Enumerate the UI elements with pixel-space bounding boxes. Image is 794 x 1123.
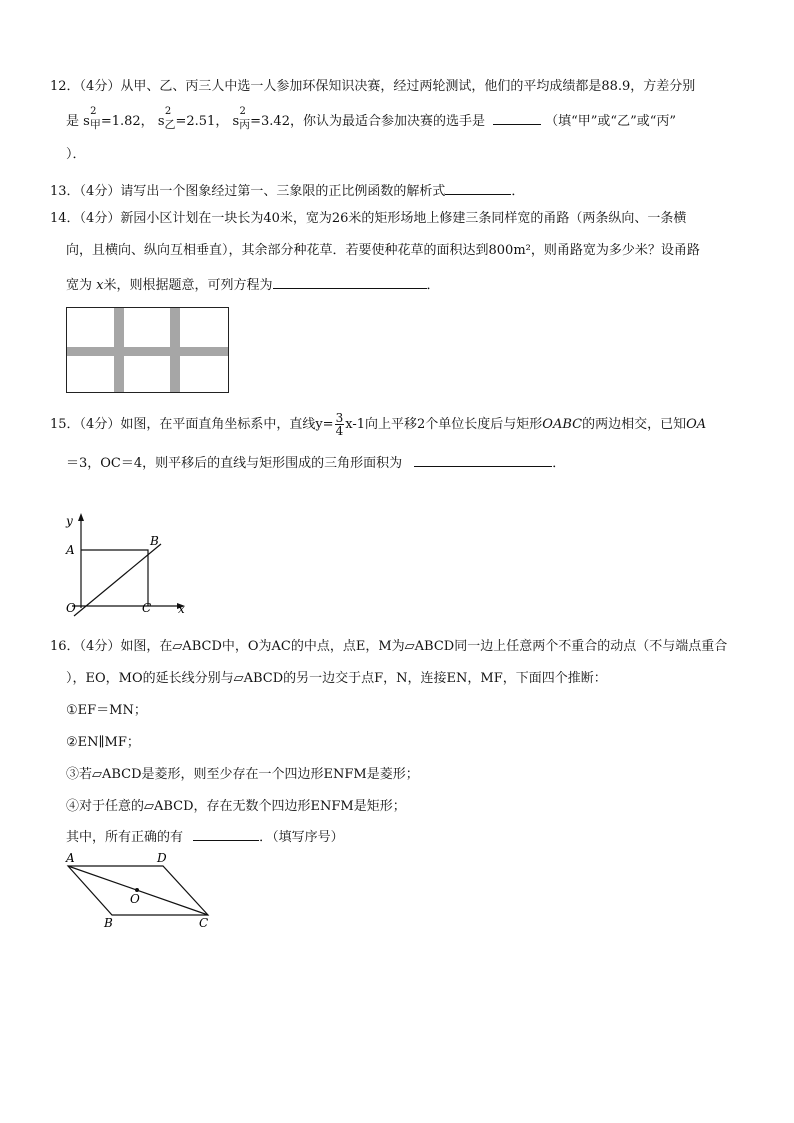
answer-blank-q15[interactable] [414, 452, 552, 467]
label-A: A [66, 543, 75, 557]
label-x: x [178, 602, 185, 616]
label-A: A [66, 851, 75, 865]
fraction-3-4: $\frac{3}{4}$ [335, 411, 344, 438]
label-B: B [104, 916, 113, 930]
q12-line1: 12．（4分）从甲、乙、丙三人中选一人参加环保知识决赛，经过两轮测试，他们的平均成绩都是88.9，方差分别 [50, 79, 696, 94]
q16-line1: 16．（4分）如图，在▱ABCD中，O为AC的中点，点E，M为▱ABCD同一边上任意两个不重合的动点（不与端点重合 [50, 639, 728, 654]
q16-option2: ②EN∥MF； [66, 735, 140, 750]
q14-line2: 向，且横向、纵向互相垂直），其余部分种花草．若要使种花草的面积达到800m²，则甬路宽为多少米？设甬路 [66, 243, 700, 258]
variance-bing: s 2 $_丙$ [232, 106, 251, 131]
q16-line2: ），EO，MO的延长线分别与▱ABCD的另一边交于点F，N，连接EN，MF，下面四个推断： [66, 671, 607, 686]
q15-line2: ＝3，OC＝4，则平移后的直线与矩形围成的三角形面积为 ． [66, 452, 565, 473]
label-y: y [66, 514, 73, 528]
q16-option3: ③若▱ABCD是菱形，则至少存在一个四边形ENFM是菱形； [66, 767, 419, 782]
label-D: D [157, 851, 167, 865]
q15-line1: 15．（4分）如图，在平面直角坐标系中，直线y= $\frac{3}{4}$ x-1向上平移2个单位长度后与矩形OABC的两边相交，已知OA [50, 411, 707, 438]
answer-blank-q16[interactable] [193, 826, 259, 841]
q16-option4: ④对于任意的▱ABCD，存在无数个四边形ENFM是矩形； [66, 799, 406, 814]
answer-blank-q12[interactable] [493, 110, 541, 125]
answer-blank-q14[interactable] [273, 274, 427, 289]
horizontal-road [67, 347, 228, 356]
y-axis-arrow [78, 513, 84, 521]
q14-line3: 宽为 x米，则根据题意，可列方程为 ． [66, 274, 440, 295]
q13-line: 13．（4分）请写出一个图象经过第一、三象限的正比例函数的解析式 ． [50, 180, 524, 201]
answer-blank-q13[interactable] [445, 180, 511, 195]
coordinate-figure [60, 508, 195, 618]
q12-line3: ）． [66, 147, 86, 162]
label-O: O [66, 601, 76, 615]
label-B: B [150, 534, 159, 548]
q12-line2: 是 s 2 $_甲$=1.82， s 2 $_乙$=2.51， s 2 $_丙$=3.42，你认为最适合参加决赛的选手是 （填“甲”或“乙”或“丙” [66, 106, 677, 131]
q16-ask: 其中，所有正确的有 ．（填写序号） [66, 826, 344, 847]
label-C: C [142, 601, 152, 615]
q14-line1: 14．（4分）新园小区计划在一块长为40米，宽为26米的矩形场地上修建三条同样宽的甬路（两条纵向、一条横 [50, 211, 687, 226]
variance-yi: s 2 $_乙$ [157, 106, 176, 131]
variance-jia: s 2 $_甲$ [83, 106, 101, 131]
label-O: O [130, 892, 140, 906]
label-C: C [199, 916, 209, 930]
parallelogram-figure [60, 848, 220, 934]
q16-option1: ①EF＝MN； [66, 703, 147, 718]
rectangle-oabc [81, 550, 148, 606]
field-road-figure [66, 307, 230, 395]
